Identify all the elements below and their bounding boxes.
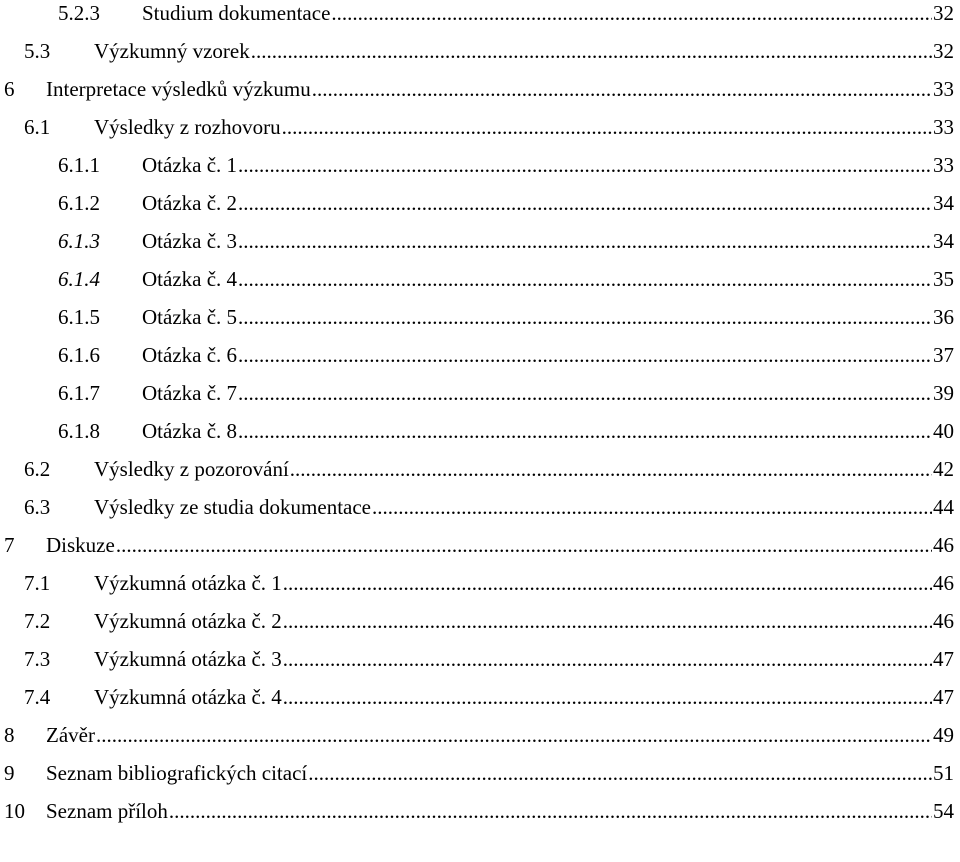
toc-dot-leader [169, 798, 932, 824]
toc-entry-page: 44 [933, 495, 954, 519]
toc-entry[interactable] [0, 76, 960, 114]
toc-entry[interactable] [0, 228, 960, 266]
toc-entry-page: 46 [933, 609, 954, 633]
toc-entry-number: 6.1.3 [58, 229, 100, 253]
toc-entry-number: 9 [4, 761, 15, 785]
toc-entry-page: 54 [933, 799, 954, 823]
toc-entry-page: 46 [933, 533, 954, 557]
toc-entry-title: Interpretace výsledků výzkumu [46, 77, 311, 101]
toc-entry-number: 10 [4, 799, 25, 823]
toc-entry-page: 34 [933, 229, 954, 253]
toc-dot-leader [283, 608, 932, 634]
toc-entry[interactable] [0, 570, 960, 608]
toc-entry-title: Závěr [46, 723, 95, 747]
toc-entry-title: Výzkumná otázka č. 3 [94, 647, 282, 671]
toc-dot-leader [312, 76, 932, 102]
toc-entry-title: Výzkumná otázka č. 4 [94, 685, 282, 709]
toc-dot-leader [251, 38, 932, 64]
toc-dot-leader [283, 570, 932, 596]
toc-entry-number: 7.1 [24, 571, 51, 595]
toc-entry-number: 7.3 [24, 647, 51, 671]
toc-entry-title: Otázka č. 1 [142, 153, 238, 177]
toc-dot-leader [238, 418, 932, 444]
toc-dot-leader [238, 304, 932, 330]
toc-entry-title: Seznam příloh [46, 799, 168, 823]
toc-entry[interactable] [0, 798, 960, 836]
toc-entry-title: Seznam bibliografických citací [46, 761, 308, 785]
toc-entry-title: Otázka č. 4 [142, 267, 238, 291]
toc-dot-leader [331, 0, 932, 26]
toc-dot-leader [372, 494, 932, 520]
toc-dot-leader [283, 684, 932, 710]
toc-entry[interactable] [0, 38, 960, 76]
toc-entry-number: 6.1.2 [58, 191, 100, 215]
toc-entry[interactable] [0, 722, 960, 760]
toc-dot-leader [238, 266, 932, 292]
toc-entry[interactable] [0, 684, 960, 722]
toc-entry-number: 6.1 [24, 115, 51, 139]
toc-entry[interactable] [0, 380, 960, 418]
toc-entry-page: 32 [933, 39, 954, 63]
toc-entry[interactable] [0, 114, 960, 152]
toc-entry-number: 6.1.8 [58, 419, 100, 443]
toc-entry-title: Výsledky z rozhovoru [94, 115, 281, 139]
toc-entry-page: 42 [933, 457, 954, 481]
toc-dot-leader [283, 646, 932, 672]
toc-entry-title: Diskuze [46, 533, 115, 557]
toc-entry-number: 6.1.4 [58, 267, 100, 291]
toc-entry[interactable] [0, 494, 960, 532]
toc-entry-title: Otázka č. 6 [142, 343, 238, 367]
toc-entry[interactable] [0, 608, 960, 646]
toc-dot-leader [282, 114, 932, 140]
toc-entry-number: 5.3 [24, 39, 51, 63]
toc-entry-number: 7 [4, 533, 15, 557]
toc-entry-page: 40 [933, 419, 954, 443]
toc-dot-leader [96, 722, 932, 748]
toc-entry-title: Výzkumná otázka č. 1 [94, 571, 282, 595]
toc-entry-number: 8 [4, 723, 15, 747]
toc-entry-page: 32 [933, 1, 954, 25]
toc-entry-number: 6 [4, 77, 15, 101]
toc-dot-leader [238, 342, 932, 368]
toc-entry-title: Otázka č. 5 [142, 305, 238, 329]
toc-entry[interactable] [0, 342, 960, 380]
toc-entry-page: 39 [933, 381, 954, 405]
toc-entry-page: 33 [933, 153, 954, 177]
toc-entry[interactable] [0, 532, 960, 570]
toc-entry[interactable] [0, 418, 960, 456]
toc-entry-title: Otázka č. 2 [142, 191, 238, 215]
toc-entry-number: 6.1.5 [58, 305, 100, 329]
toc-entry-title: Studium dokumentace [142, 1, 331, 25]
toc-entry-page: 51 [933, 761, 954, 785]
toc-entry-number: 7.4 [24, 685, 51, 709]
toc-entry-page: 47 [933, 685, 954, 709]
toc-entry-title: Výzkumný vzorek [94, 39, 250, 63]
toc-entry-page: 49 [933, 723, 954, 747]
toc-entry-title: Výsledky z pozorování [94, 457, 289, 481]
toc-entry-page: 47 [933, 647, 954, 671]
toc-entry-page: 35 [933, 267, 954, 291]
toc-entry-number: 6.1.7 [58, 381, 100, 405]
toc-entry-page: 46 [933, 571, 954, 595]
toc-dot-leader [308, 760, 932, 786]
toc-entry-title: Otázka č. 8 [142, 419, 238, 443]
toc-dot-leader [290, 456, 932, 482]
toc-dot-leader [116, 532, 932, 558]
toc-dot-leader [238, 190, 932, 216]
toc-entry-number: 6.3 [24, 495, 51, 519]
toc-entry-number: 6.1.6 [58, 343, 100, 367]
toc-entry-page: 37 [933, 343, 954, 367]
toc-entry[interactable] [0, 646, 960, 684]
toc-entry[interactable] [0, 304, 960, 342]
toc-entry-number: 7.2 [24, 609, 51, 633]
toc-entry-page: 33 [933, 115, 954, 139]
toc-entry-page: 33 [933, 77, 954, 101]
toc-dot-leader [238, 380, 932, 406]
toc-dot-leader [238, 152, 932, 178]
toc-entry-title: Otázka č. 7 [142, 381, 238, 405]
toc-entry-title: Výzkumná otázka č. 2 [94, 609, 282, 633]
toc-entry-page: 36 [933, 305, 954, 329]
toc-entry-title: Výsledky ze studia dokumentace [94, 495, 371, 519]
toc-entry-number: 6.2 [24, 457, 51, 481]
toc-entry-page: 34 [933, 191, 954, 215]
toc-entry-number: 6.1.1 [58, 153, 100, 177]
toc-entry[interactable] [0, 760, 960, 798]
toc-entry-number: 5.2.3 [58, 1, 100, 25]
toc-entry[interactable] [0, 190, 960, 228]
toc-entry[interactable] [0, 0, 960, 38]
toc-entry[interactable] [0, 152, 960, 190]
toc-dot-leader [238, 228, 932, 254]
toc-entry-title: Otázka č. 3 [142, 229, 238, 253]
toc-entry[interactable] [0, 456, 960, 494]
toc-entry[interactable] [0, 266, 960, 304]
